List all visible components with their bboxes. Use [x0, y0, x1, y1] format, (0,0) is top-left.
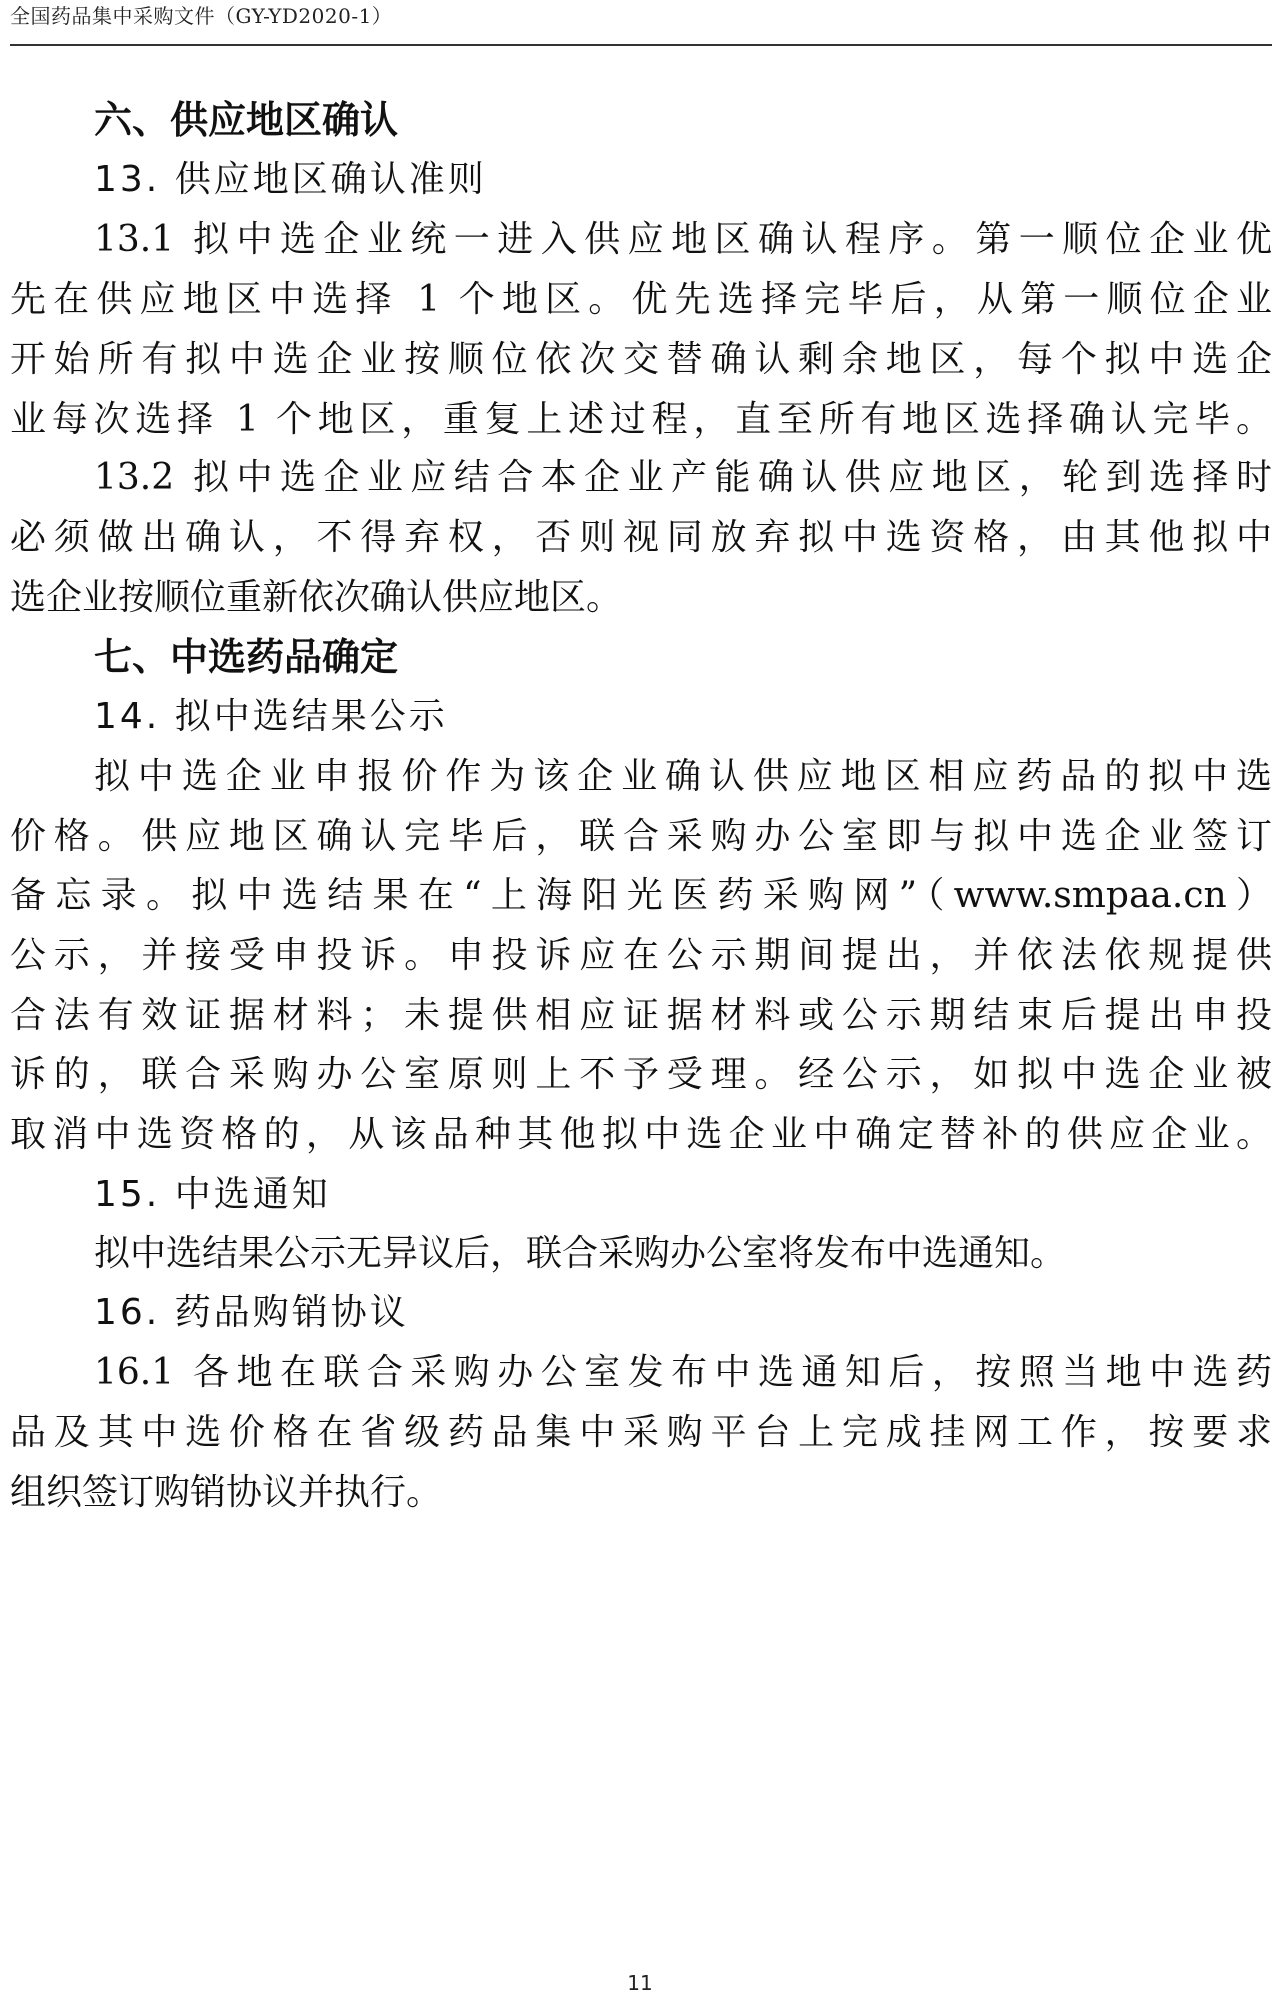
paragraph-line: 开始所有拟中选企业按顺位依次交替确认剩余地区，每个拟中选企 — [10, 339, 1272, 380]
paragraph-line: 合法有效证据材料；未提供相应证据材料或公示期结束后提出申投 — [10, 995, 1272, 1036]
clause-title: 药品购销协议 — [174, 1292, 409, 1333]
paragraph-line: 先在供应地区中选择 1 个地区。优先选择完毕后，从第一顺位企业 — [10, 279, 1272, 320]
paragraph-line: 选企业按顺位重新依次确认供应地区。 — [10, 577, 623, 618]
paragraph-line: 业每次选择 1 个地区，重复上述过程，直至所有地区选择确认完毕。 — [10, 399, 1272, 440]
clause-title: 拟中选结果公示 — [174, 696, 448, 737]
paragraph-line: 组织签订购销协议并执行。 — [10, 1472, 443, 1513]
section-heading-6: 六、供应地区确认 — [94, 98, 399, 142]
page-number: 11 — [627, 1971, 653, 1995]
clause-number: 15. — [94, 1174, 161, 1215]
paragraph-line: 取消中选资格的，从该品种其他拟中选企业中确定替补的供应企业。 — [10, 1114, 1272, 1155]
paragraph-line: 必须做出确认，不得弃权，否则视同放弃拟中选资格，由其他拟中 — [10, 517, 1272, 558]
paragraph-line: 备忘录。拟中选结果在“上海阳光医药采购网”（www.smpaa.cn） — [10, 875, 1272, 916]
clause-number: 16. — [94, 1292, 161, 1333]
clause-heading-15 — [94, 1169, 331, 1221]
paragraph-line: 拟中选企业申报价作为该企业确认供应地区相应药品的拟中选 — [94, 756, 1272, 797]
clause-number: 13. — [94, 159, 161, 200]
clause-heading-14 — [94, 691, 448, 743]
paragraph-line: 诉的，联合采购办公室原则上不予受理。经公示，如拟中选企业被 — [10, 1054, 1272, 1095]
header-rule — [10, 44, 1272, 46]
running-header: 全国药品集中采购文件（GY-YD2020-1） — [10, 4, 393, 28]
clause-title: 供应地区确认准则 — [174, 159, 487, 200]
paragraph-line: 13.2 拟中选企业应结合本企业产能确认供应地区，轮到选择时 — [94, 457, 1272, 498]
paragraph-line: 13.1 拟中选企业统一进入供应地区确认程序。第一顺位企业优 — [94, 219, 1272, 260]
section-heading-7: 七、中选药品确定 — [94, 635, 399, 679]
clause-title: 中选通知 — [174, 1174, 331, 1215]
paragraph-line: 拟中选结果公示无异议后，联合采购办公室将发布中选通知。 — [94, 1233, 1067, 1274]
clause-heading-13 — [94, 154, 487, 206]
paragraph-line: 公示，并接受申投诉。申投诉应在公示期间提出，并依法依规提供 — [10, 935, 1272, 976]
paragraph-line: 价格。供应地区确认完毕后，联合采购办公室即与拟中选企业签订 — [10, 816, 1272, 857]
clause-number: 14. — [94, 696, 161, 737]
paragraph-line: 品及其中选价格在省级药品集中采购平台上完成挂网工作，按要求 — [10, 1412, 1272, 1453]
clause-heading-16 — [94, 1287, 409, 1339]
paragraph-line: 16.1 各地在联合采购办公室发布中选通知后，按照当地中选药 — [94, 1352, 1272, 1393]
